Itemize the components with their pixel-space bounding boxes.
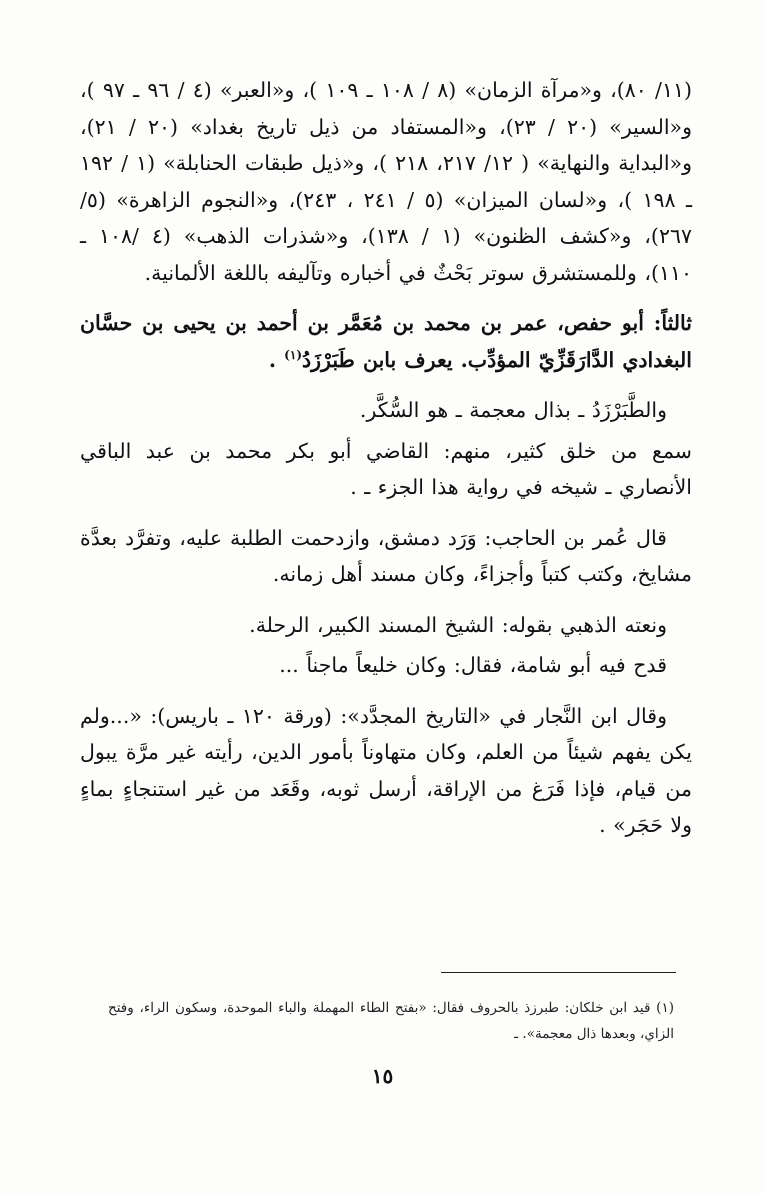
dhahabi-quote: ونعته الذهبي بقوله: الشيخ المسند الكبير، الرحلة. [249, 612, 667, 637]
heading-third-paragraph [80, 305, 692, 378]
heading-third-tail: . [268, 347, 285, 372]
references-paragraph: (١١/ ٨٠)، و«مرآة الزمان» (٨ / ١٠٨ ـ ١٠٩ )، و«العبر» (٤ / ٩٦ ـ ٩٧ )، و«السير» (٢٠ / ٢٣)، و«المستفاد من ذيل تاريخ بغداد» (٢٠ / ٢١)، و«البداية والنهاية» ( ١٢/ ٢١٧، ٢١٨ )، و«ذيل طبقات الحنابلة» (١ / ١٩٢ ـ ١٩٨ )، و«لسان الميزان» (٥ / ٢٤١ ، ٢٤٣)، و«النجوم الزاهرة» (٥/ ٢٦٧)، و«كشف الظنون» (١ / ١٣٨)، و«شذرات الذهب» (٤ /١٠٨ ـ ١١٠)، وللمستشرق سوتر بَحْثٌ في أخباره وتآليفه باللغة الألمانية. [80, 78, 692, 285]
page-number: ١٥ [371, 1064, 394, 1088]
abu-shama-quote: قدح فيه أبو شامة، فقال: وكان خليعاً ماجناً ... [279, 653, 667, 677]
ibn-najjar-quote: وقال ابن النَّجار في «التاريخ المجدَّد»: (ورقة ١٢٠ ـ باريس): «...ولم يكن يفهم شيئاً من العلم، وكان متهاوناً بأمور الدين، رأيته غير مرَّة يبول من قيام، فإذا فَرَغ من الإراقة، أرسل ثوبه، وقَعَد من غير استنجاءٍ بماءٍ ولا حَجَر» . [80, 703, 692, 837]
heading-third-text: ثالثاً: أبو حفص، عمر بن محمد بن مُعَمَّر بن أحمد بن يحيى بن حسَّان البغدادي الدَّارَقَزِّيّ المؤدِّب. يعرف بابن طَبَرْزَدُ [80, 311, 692, 372]
footnote-ref[interactable]: (١) [284, 347, 302, 362]
footnote-separator [441, 972, 676, 973]
ibn-hajib-quote: قال عُمر بن الحاجب: وَرَد دمشق، وازدحمت الطلبة عليه، وتفرَّد بعدَّة مشايخ، وكتب كتباً وأجزاءً، وكان مسند أهل زمانه. [80, 525, 692, 586]
tabarzad-definition: والطَّبَرْزَدُ ـ بذال معجمة ـ هو السُّكَّر. [359, 398, 667, 422]
footnote-number: (١) [656, 1000, 674, 1016]
main-text [80, 72, 692, 858]
footnote-text: قيد ابن خلكان: طبرزذ بالحروف فقال: «بفتح الطاء المهملة والباء الموحدة، وسكون الراء، وفتح الزاي، وبعدها ذال معجمة». ـ [108, 1000, 674, 1042]
footnote [108, 995, 674, 1047]
heard-from-paragraph: سمع من خلق كثير، منهم: القاضي أبو بكر محمد بن عبد الباقي الأنصاري ـ شيخه في رواية هذا الجزء ـ . [80, 438, 692, 499]
